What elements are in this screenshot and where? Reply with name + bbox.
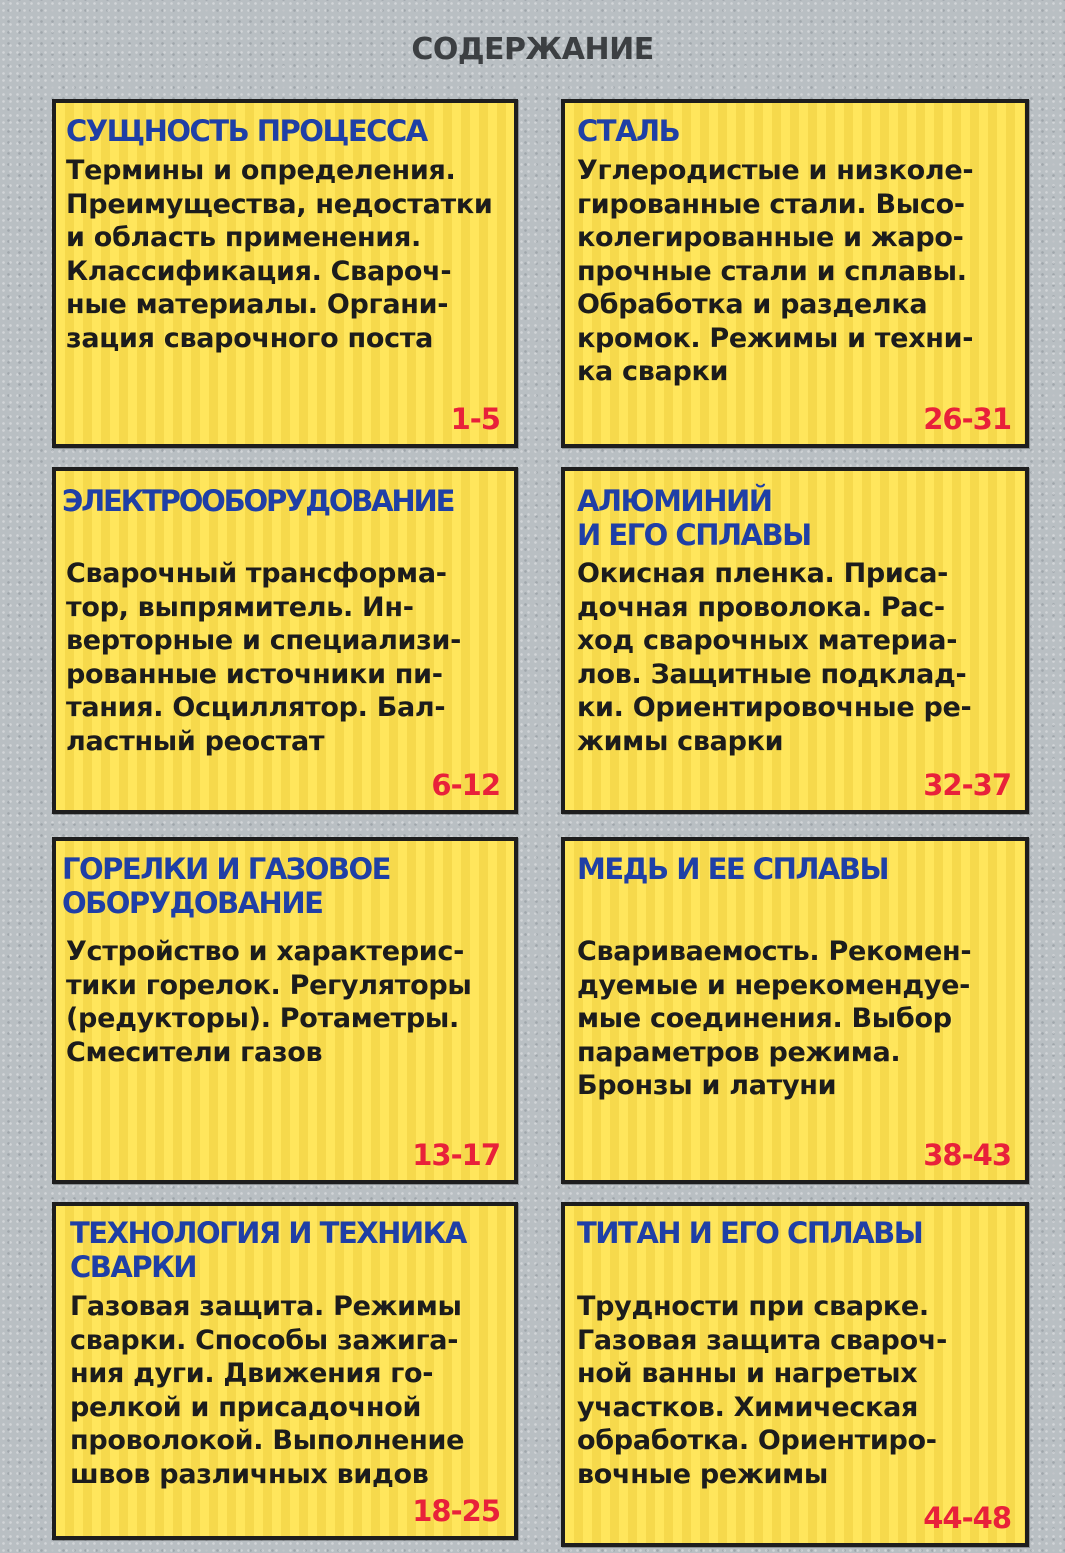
- section-description: Окисная пленка. Приса- дочная проволока. Рас- ход сварочных материа- лов. Защитные подклад- ки. Ориентировочные ре- жимы сварки: [577, 558, 972, 757]
- section-description: Трудности при сварке. Газовая защита свароч- ной ванны и нагретых участков. Химическая обработка. Ориентиро- вочные режимы: [577, 1291, 947, 1490]
- section-pages: 32-37: [923, 768, 1011, 802]
- section-description: Устройство и характерис- тики горелок. Регуляторы (редукторы). Ротаметры. Смесители газов: [66, 936, 472, 1068]
- section-title: АЛЮМИНИЙ И ЕГО СПЛАВЫ: [577, 484, 811, 552]
- section-pages: 26-31: [923, 402, 1011, 436]
- section-title: СУЩНОСТЬ ПРОЦЕССА: [66, 114, 427, 148]
- section-title: СТАЛЬ: [577, 114, 680, 148]
- section-card-torches-gas-equipment: [52, 837, 518, 1184]
- section-pages: 44-48: [923, 1501, 1011, 1535]
- section-description: Сварочный трансформа- тор, выпрямитель. Ин- верторные и специализи- рованные источники пи- тания. Осциллятор. Бал- ластный реостат: [66, 558, 462, 757]
- section-card-steel: [561, 99, 1029, 448]
- section-pages: 13-17: [412, 1138, 500, 1172]
- section-pages: 38-43: [923, 1138, 1011, 1172]
- section-card-electrical-equipment: [52, 467, 518, 814]
- section-description: Свариваемость. Рекомен- дуемые и нерекомендуе- мые соединения. Выбор параметров режима. Бронзы и латуни: [577, 936, 972, 1101]
- section-card-copper: [561, 837, 1029, 1184]
- section-title: ТИТАН И ЕГО СПЛАВЫ: [577, 1216, 923, 1250]
- section-title: ЭЛЕКТРООБОРУДОВАНИЕ: [62, 484, 454, 518]
- section-title: МЕДЬ И ЕЕ СПЛАВЫ: [577, 852, 889, 886]
- section-pages: 18-25: [412, 1494, 500, 1528]
- section-title: ГОРЕЛКИ И ГАЗОВОЕ ОБОРУДОВАНИЕ: [62, 852, 390, 920]
- section-description: Углеродистые и низколе- гированные стали. Высо- колегированные и жаро- прочные стали и сплавы. Обработка и разделка кромок. Режимы и техни- ка сварки: [577, 155, 974, 387]
- section-card-welding-technology: [52, 1202, 518, 1540]
- section-description: Газовая защита. Режимы сварки. Способы зажига- ния дуги. Движения го- релкой и присадочной проволокой. Выполнение швов различных видов: [70, 1291, 465, 1490]
- section-title: ТЕХНОЛОГИЯ И ТЕХНИКА СВАРКИ: [70, 1216, 466, 1284]
- section-card-titanium: [561, 1202, 1029, 1547]
- section-pages: 1-5: [450, 402, 500, 436]
- section-pages: 6-12: [431, 768, 500, 802]
- section-card-aluminum: [561, 467, 1029, 814]
- section-description: Термины и определения. Преимущества, недостатки и область применения. Классификация. Свароч- ные материалы. Органи- зация сварочного поста: [66, 155, 493, 354]
- page-title: СОДЕРЖАНИЕ: [411, 32, 654, 67]
- section-card-essence: [52, 99, 518, 448]
